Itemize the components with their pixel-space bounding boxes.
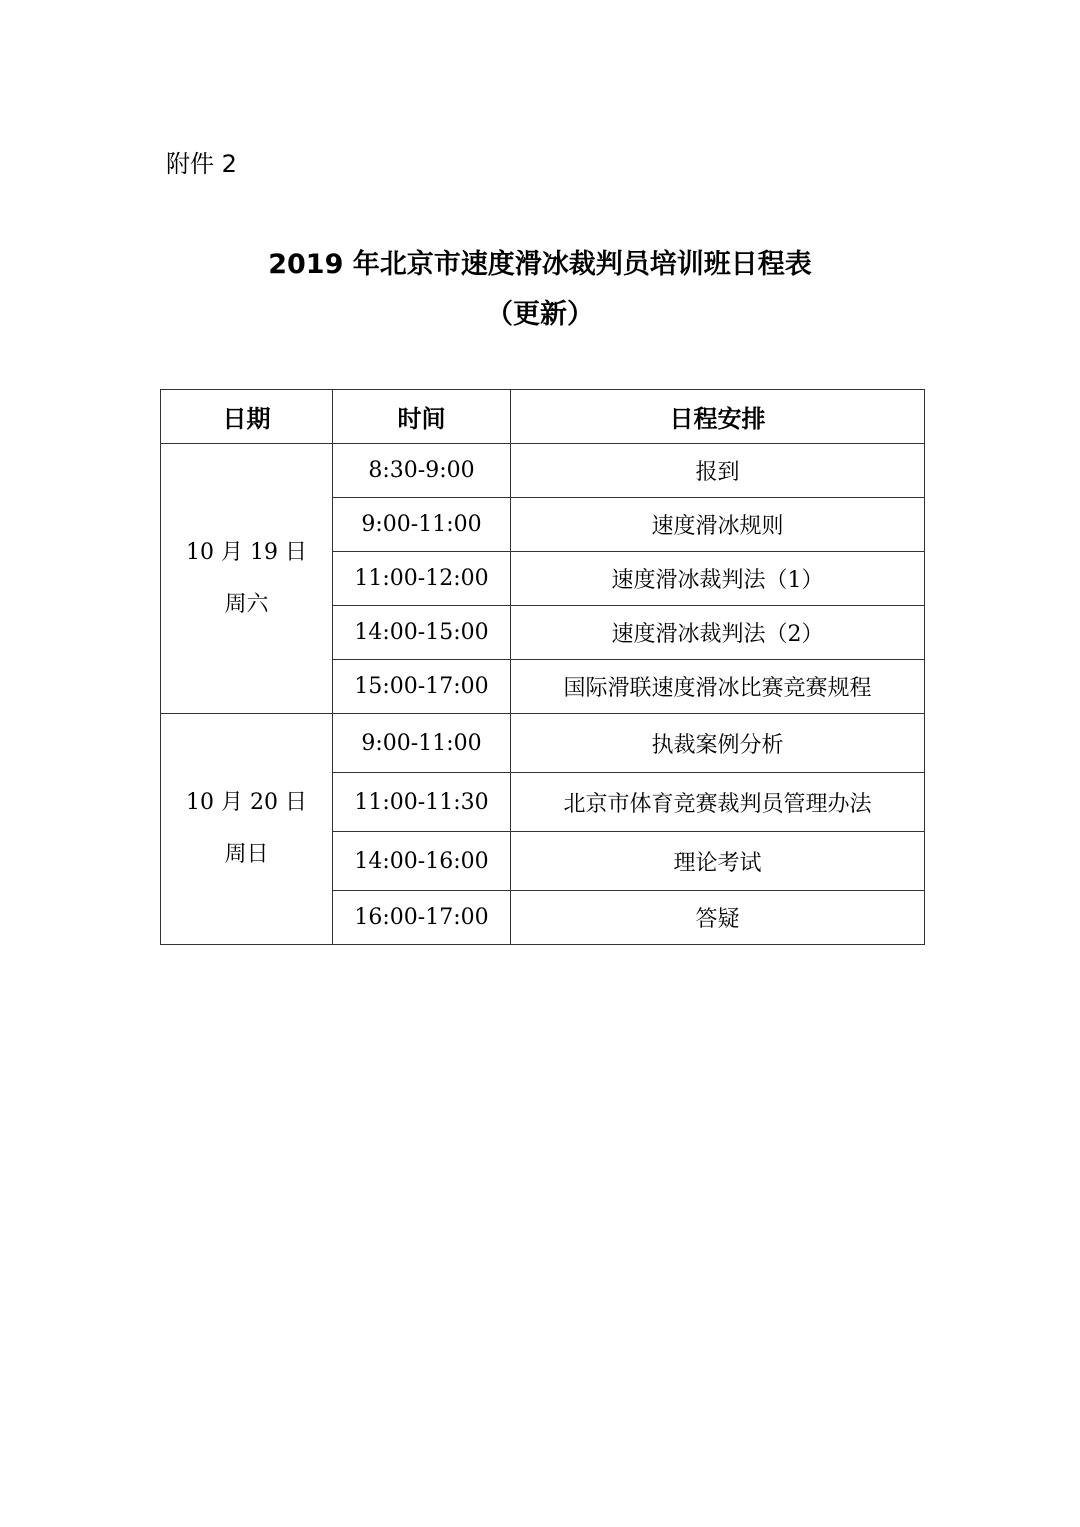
table-row [161, 444, 925, 498]
agenda-cell: 速度滑冰规则 [511, 498, 925, 552]
agenda-cell: 速度滑冰裁判法（1） [511, 552, 925, 606]
header-time: 时间 [333, 390, 511, 444]
time-cell: 11:00-11:30 [333, 773, 511, 832]
date-cell-day2 [161, 714, 333, 945]
table-row [161, 714, 925, 773]
agenda-cell: 速度滑冰裁判法（2） [511, 606, 925, 660]
header-date: 日期 [161, 390, 333, 444]
schedule-table [160, 389, 925, 945]
time-cell: 14:00-15:00 [333, 606, 511, 660]
document-title: 2019 年北京市速度滑冰裁判员培训班日程表 [268, 249, 812, 280]
time-cell: 11:00-12:00 [333, 552, 511, 606]
agenda-cell: 答疑 [511, 891, 925, 945]
document-subtitle: （更新） [486, 299, 594, 330]
date-day1: 10 月 19 日 [186, 539, 307, 565]
attachment-label: 附件 2 [166, 150, 237, 178]
agenda-cell: 国际滑联速度滑冰比赛竞赛规程 [511, 660, 925, 714]
time-cell: 9:00-11:00 [333, 714, 511, 773]
agenda-cell: 报到 [511, 444, 925, 498]
weekday-day1: 周六 [224, 591, 269, 617]
time-cell: 9:00-11:00 [333, 498, 511, 552]
agenda-cell: 理论考试 [511, 832, 925, 891]
agenda-cell: 执裁案例分析 [511, 714, 925, 773]
time-cell: 16:00-17:00 [333, 891, 511, 945]
weekday-day2: 周日 [224, 842, 269, 867]
agenda-cell: 北京市体育竞赛裁判员管理办法 [511, 773, 925, 832]
date-cell-day1 [161, 444, 333, 714]
time-cell: 15:00-17:00 [333, 660, 511, 714]
date-day2: 10 月 20 日 [186, 790, 307, 815]
header-row [161, 390, 925, 444]
header-agenda: 日程安排 [511, 390, 925, 444]
time-cell: 8:30-9:00 [333, 444, 511, 498]
time-cell: 14:00-16:00 [333, 832, 511, 891]
